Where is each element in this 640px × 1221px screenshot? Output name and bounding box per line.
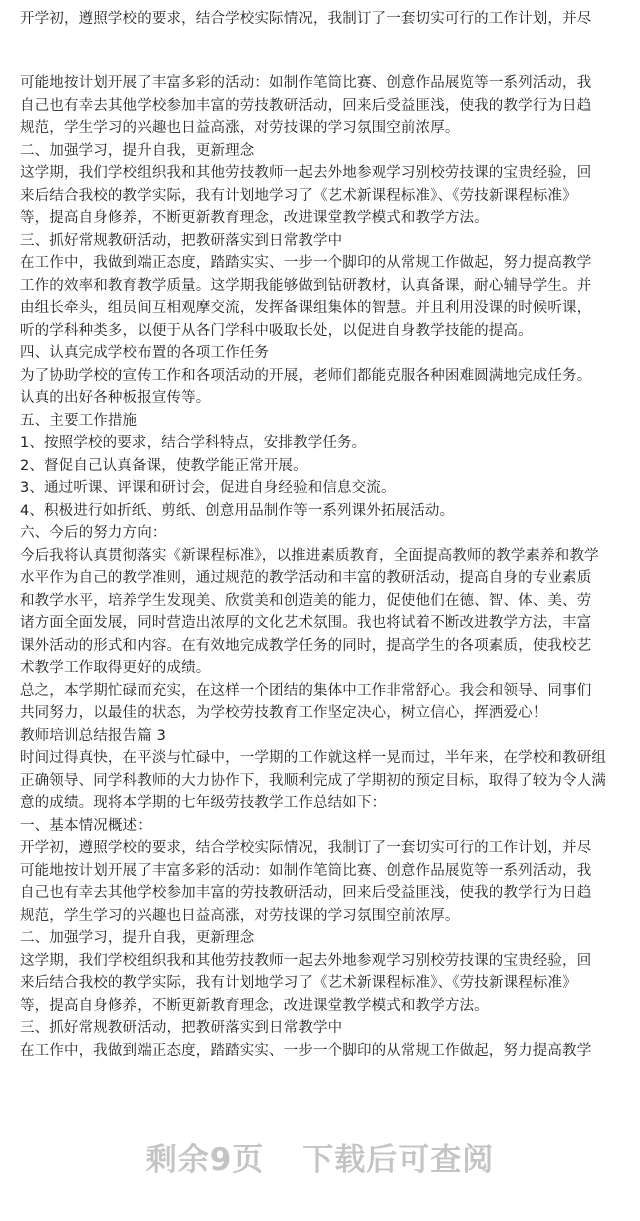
text-line: 教师培训总结报告篇 3	[20, 727, 166, 744]
text-line: 总之，本学期忙碌而充实，在这样一个团结的集体中工作非常舒心。我会和领导、同事们	[20, 682, 592, 699]
text-line: 这学期，我们学校组织我和其他劳技教师一起去外地参观学习别校劳技课的宝贵经验，回	[20, 952, 592, 969]
text-line: 意的成绩。现将本学期的七年级劳技教学工作总结如下：	[20, 795, 387, 811]
text-line: 2、督促自己认真备课，使教学能正常开展。	[20, 457, 308, 474]
text-line: 三、抓好常规教研活动，把教研落实到日常教学中	[20, 1020, 343, 1036]
text-line: 二、加强学习，提升自我，更新理念	[20, 142, 255, 159]
text-line: 时间过得真快，在平淡与忙碌中，一学期的工作就这样一晃而过，半年来，在学校和教研组	[20, 750, 606, 766]
text-line: 认真的出好各种板报宣传等。	[20, 390, 211, 406]
text-line: 在工作中，我做到端正态度，踏踏实实、一步一个脚印的从常规工作做起，努力提高教学	[20, 1042, 592, 1059]
text-line: 1、按照学校的要求，结合学科特点，安排教学任务。	[20, 435, 367, 451]
text-line: 3、通过听课、评课和研讨会，促进自身经验和信息交流。	[20, 480, 396, 496]
text-line: 今后我将认真贯彻落实《新课程标准》，以推进素质教育，全面提高教师的教学素养和教学	[20, 547, 599, 564]
text-line: 和教学水平，培养学生发现美、欣赏美和创造美的能力，促使他们在德、智、体、美、劳	[20, 592, 592, 609]
text-line: 来后结合我校的教学实际，我有计划地学习了《艺术新课程标准》、《劳技新课程标准》	[20, 975, 577, 991]
download-to-view-label: 下载后可查阅	[302, 1142, 495, 1178]
text-line: 来后结合我校的教学实际，我有计划地学习了《艺术新课程标准》、《劳技新课程标准》	[20, 187, 577, 204]
text-line: 共同努力，以最佳的状态，为学校劳技教育工作坚定决心，树立信心，挥洒爱心！	[20, 705, 548, 721]
text-line: 自己也有幸去其他学校参加丰富的劳技教研活动，回来后受益匪浅，使我的教学行为日趋	[20, 885, 592, 901]
text-line: 规范，学生学习的兴趣也日益高涨，对劳技课的学习氛围空前浓厚。	[20, 907, 460, 924]
text-line: 五、主要工作措施	[20, 412, 138, 429]
text-line: 4、积极进行如折纸、剪纸、创意用品制作等一系列课外拓展活动。	[20, 502, 455, 519]
text-line: 规范，学生学习的兴趣也日益高涨，对劳技课的学习氛围空前浓厚。	[20, 120, 460, 136]
text-line: 三、抓好常规教研活动，把教研落实到日常教学中	[20, 232, 343, 249]
text-line: 在工作中，我做到端正态度，踏踏实实、一步一个脚印的从常规工作做起，努力提高教学	[20, 255, 592, 271]
text-line: 开学初，遵照学校的要求，结合学校实际情况，我制订了一套切实可行的工作计划，并尽	[20, 11, 592, 27]
text-line: 六、今后的努力方向：	[20, 525, 167, 541]
text-line: 为了协助学校的宣传工作和各项活动的开展，老师们都能克服各种困难圆满地完成任务。	[20, 367, 592, 384]
text-line: 由组长牵头，组员间互相观摩交流，发挥备课组集体的智慧。并且利用没课的时候听课，	[20, 300, 592, 316]
text-line: 等，提高自身修养，不断更新教育理念，改进课堂教学模式和教学方法。	[20, 210, 489, 226]
text-line: 听的学科种类多，以便于从各门学科中吸取长处，以促进自身教学技能的提高。	[20, 322, 533, 339]
text-line: 开学初，遵照学校的要求，结合学校实际情况，我制订了一套切实可行的工作计划，并尽	[20, 840, 592, 856]
text-line: 二、加强学习，提升自我，更新理念	[20, 930, 255, 946]
remaining-pages-banner[interactable]	[0, 1140, 640, 1180]
text-line: 等，提高自身修养，不断更新教育理念，改进课堂教学模式和教学方法。	[20, 997, 489, 1014]
text-line: 正确领导、同学科教师的大力协作下，我顺利完成了学期初的预定目标，取得了较为令人满	[20, 772, 606, 789]
text-line: 可能地按计划开展了丰富多彩的活动：如制作笔筒比赛、创意作品展览等一系列活动，我	[20, 75, 592, 91]
text-line: 诸方面全面发展，同时营造出浓厚的文化艺术氛围。我也将试着不断改进教学方法，丰富	[20, 615, 592, 631]
text-line: 这学期，我们学校组织我和其他劳技教师一起去外地参观学习别校劳技课的宝贵经验，回	[20, 165, 592, 181]
text-line: 一、基本情况概述：	[20, 817, 152, 834]
text-line: 四、认真完成学校布置的各项工作任务	[20, 345, 270, 361]
text-line: 可能地按计划开展了丰富多彩的活动：如制作笔筒比赛、创意作品展览等一系列活动，我	[20, 862, 592, 879]
text-line: 术教学工作取得更好的成绩。	[20, 660, 211, 676]
text-line: 自己也有幸去其他学校参加丰富的劳技教研活动，回来后受益匪浅，使我的教学行为日趋	[20, 97, 592, 114]
text-line: 工作的效率和教育教学质量。这学期我能够做到钻研教材，认真备课，耐心辅导学生。并	[20, 277, 592, 294]
text-line: 课外活动的形式和内容。在有效地完成教学任务的同时，提高学生的各项素质，使我校艺	[20, 637, 592, 654]
remaining-pages-label: 剩余9页	[145, 1142, 265, 1178]
text-line: 水平作为自己的教学准则，通过规范的教学活动和丰富的教研活动，提高自身的专业素质	[20, 570, 592, 586]
